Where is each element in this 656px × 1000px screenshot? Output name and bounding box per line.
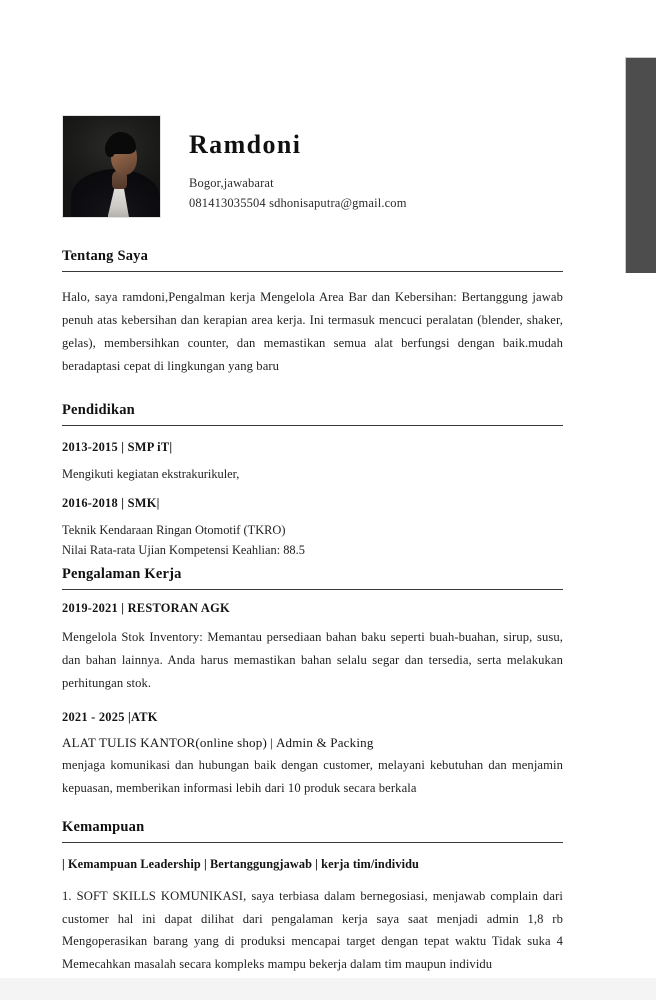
experience-description: menjaga komunikasi dan hubungan baik dengan customer, melayani kebutuhan dan menjamin kepuasan, memberikan informasi lebih dari 10 produk secara berkala (62, 757, 563, 795)
section-experience (62, 566, 563, 800)
experience-role: ALAT TULIS KANTOR(online shop) | Admin & Packing (62, 734, 374, 750)
profile-photo (62, 115, 161, 218)
resume-header (62, 115, 563, 218)
experience-period-company: 2019-2021 | RESTORAN AGK (62, 601, 230, 616)
candidate-name: Ramdoni (189, 130, 302, 159)
education-detail: Mengikuti kegiatan ekstrakurikuler, (62, 466, 240, 481)
spacer (62, 800, 563, 819)
education-detail-score: Nilai Rata-rata Ujian Kompetensi Keahlian: 88.5 (62, 543, 305, 558)
spacer (62, 695, 563, 710)
section-title-education: Pendidikan (62, 401, 135, 418)
candidate-location: Bogor,jawabarat (189, 175, 274, 190)
about-text: Halo, saya ramdoni,Pengalman kerja Mengelola Area Bar dan Kebersihan: Bertanggung jawab penuh atas kebersihan dan kerapian area kerja. Ini termasuk mencuci peralatan (blender, shaker, gelas), membersihkan counter, dan memastikan semua alat berfungsi dengan baik.mudah beradaptasi cepat di lingkungan yang baru (62, 290, 563, 373)
photo-hair-side (105, 139, 116, 157)
identity-block (189, 115, 407, 213)
experience-entry (62, 601, 563, 695)
section-skills (62, 819, 563, 977)
vertical-scrollbar[interactable] (625, 0, 656, 1000)
experience-period-company: 2021 - 2025 |ATK (62, 709, 158, 724)
section-divider-about (62, 271, 563, 272)
education-detail-major: Teknik Kendaraan Ringan Otomotif (TKRO) (62, 522, 286, 537)
section-education (62, 402, 563, 560)
skills-text: 1. SOFT SKILLS KOMUNIKASI, saya terbiasa dalam bernegosiasi, menjawab complain dari customer hal ini dapat dilihat dari pengalaman kerja saya saat menjadi admin 1,8 rb Mengoperasikan barang yang di produksi mencapai target dengan tepat waktu Tidak suka 4 Memecahkan masalah secara kompleks mampu bekerja dalam tim maupun individu (62, 888, 563, 972)
candidate-contact: 081413035504 sdhonisaputra@gmail.com (189, 195, 407, 210)
spacer (62, 378, 563, 402)
education-entry (62, 440, 563, 484)
section-title-about: Tentang Saya (62, 248, 149, 264)
experience-entry (62, 710, 563, 800)
education-period-institution: 2013-2015 | SMP iT| (62, 439, 173, 454)
section-divider-skills (62, 842, 563, 843)
section-title-skills: Kemampuan (62, 818, 145, 835)
scrollbar-thumb[interactable] (625, 57, 656, 273)
section-divider-education (62, 425, 563, 426)
section-about (62, 248, 563, 378)
bottom-band (0, 978, 656, 1000)
section-divider-experience (62, 589, 563, 590)
education-entry (62, 496, 563, 560)
education-period-institution: 2016-2018 | SMK| (62, 495, 160, 510)
section-title-experience: Pengalaman Kerja (62, 566, 182, 583)
experience-description: Mengelola Stok Inventory: Memantau persediaan bahan baku seperti buah-buahan, sirup, susu, dan bahan lainnya. Anda harus memastikan bahan selalu segar dan tersedia, serta melakukan perhitungan stok. (62, 630, 563, 690)
skills-headline: | Kemampuan Leadership | Bertanggungjawab | kerja tim/individu (62, 856, 419, 871)
